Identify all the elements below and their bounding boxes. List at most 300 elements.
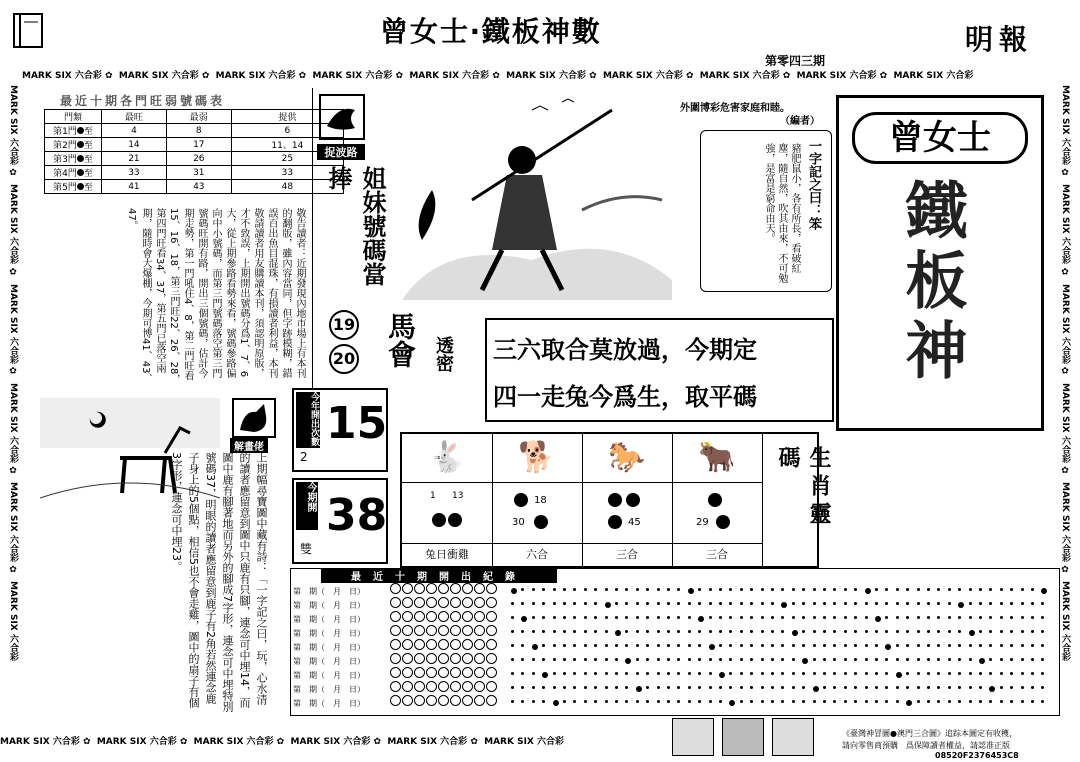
grid-dot <box>781 700 784 703</box>
grid-dot <box>688 686 691 689</box>
number-slot <box>474 583 485 594</box>
grid-dot <box>802 616 805 619</box>
grid-dot <box>1021 602 1024 605</box>
grid-dot <box>542 700 545 703</box>
grid-dot <box>896 644 899 647</box>
grid-dot <box>709 700 712 703</box>
grid-dot <box>989 588 992 591</box>
table-row: 第1門 至 4 8 6 <box>45 124 344 138</box>
number-slot <box>474 653 485 664</box>
number-slot <box>450 667 461 678</box>
grid-dot <box>761 686 764 689</box>
grid-dot <box>657 658 660 661</box>
grid-dot <box>677 686 680 689</box>
grid-dot <box>906 602 909 605</box>
grid-dot <box>906 588 909 591</box>
strip-unit: MARK SIX 六合彩 <box>22 71 102 81</box>
grid-dot <box>521 588 524 591</box>
grid-dot <box>532 686 535 689</box>
number-slot <box>402 639 413 650</box>
number-slot <box>450 695 461 706</box>
side-title-sub: 鐵板神 <box>895 178 968 388</box>
grid-dot <box>979 700 982 703</box>
grid-dot <box>1010 630 1013 633</box>
grid-dot <box>927 700 930 703</box>
grid-dot <box>636 672 639 675</box>
grid-dot <box>563 588 566 591</box>
grid-dot <box>709 616 712 619</box>
grid-dot <box>885 616 888 619</box>
grid-dot <box>761 644 764 647</box>
grid-dot <box>521 616 527 622</box>
grid-dot <box>906 616 909 619</box>
table-row: 第 期（ 月 日） <box>293 639 503 653</box>
grid-dot <box>615 686 618 689</box>
number-slot <box>390 597 401 608</box>
grid-dot <box>781 588 784 591</box>
grid-dot <box>906 630 909 633</box>
grid-dot <box>771 602 774 605</box>
grid-dot <box>584 630 587 633</box>
grid-dot <box>1041 686 1044 689</box>
grid-dot <box>979 602 982 605</box>
grid-dot <box>1010 700 1013 703</box>
draw-prev-label: 今年開出次數 <box>296 392 320 448</box>
grid-dot <box>969 658 972 661</box>
grid-dot <box>677 672 680 675</box>
number-slot <box>390 611 401 622</box>
grid-dot <box>729 686 732 689</box>
grid-dot <box>625 686 628 689</box>
grid-dot <box>896 700 899 703</box>
grid-dot <box>1010 672 1013 675</box>
number-slot <box>462 667 473 678</box>
fish-icon <box>319 94 365 140</box>
grid-dot <box>844 644 847 647</box>
grid-dot <box>979 616 982 619</box>
number-slot <box>462 597 473 608</box>
number-slot <box>390 583 401 594</box>
grid-dot <box>657 672 660 675</box>
number-slot <box>462 639 473 650</box>
slogan-line1: 三六取合莫放過，今期定 <box>493 336 757 364</box>
grid-dot <box>927 616 930 619</box>
number-slot <box>450 639 461 650</box>
grid-dot <box>709 658 712 661</box>
grid-dot <box>750 672 753 675</box>
grid-dot <box>844 602 847 605</box>
ad-thumbnail <box>672 718 714 756</box>
table-row: 第3門 至 21 26 25 <box>45 152 344 166</box>
grid-dot <box>1041 672 1044 675</box>
zodiac-title: 生肖靈碼 <box>775 446 831 530</box>
grid-dot <box>927 630 930 633</box>
ad-thumbnail <box>772 718 814 756</box>
grid-dot <box>667 630 670 633</box>
number-slot <box>438 597 449 608</box>
number-slot <box>474 695 485 706</box>
table-row: 第 期（ 月 日） <box>293 597 503 611</box>
grid-dot <box>573 686 576 689</box>
bottom-strip: MARK SIX 六合彩 ✿ MARK SIX 六合彩 ✿ MARK SIX 六合彩 ✿ MARK SIX 六合彩 ✿ MARK SIX 六合彩 ✿ MARK SIX 六合彩 <box>0 737 565 747</box>
grid-dot <box>688 630 691 633</box>
top-strip: MARK SIX 六合彩 ✿ MARK SIX 六合彩 ✿ MARK SIX 六合彩 ✿ MARK SIX 六合彩 ✿ MARK SIX 六合彩 ✿ MARK SIX 六合彩 ✿ MARK SIX 六合彩 ✿ MARK SIX 六合彩 ✿ MARK SIX 六合彩 ✿ MARK SIX 六合彩 <box>22 68 1072 82</box>
grid-dot <box>771 616 774 619</box>
grid-dot <box>813 588 816 591</box>
grid-dot <box>573 700 576 703</box>
number-slot <box>438 625 449 636</box>
draw-prev-count: 2 <box>300 450 308 464</box>
grid-dot <box>677 602 680 605</box>
grid-dot <box>792 616 795 619</box>
grid-dot <box>719 686 722 689</box>
number-slot <box>438 681 449 692</box>
number-slot <box>390 639 401 650</box>
grid-dot <box>615 658 618 661</box>
grid-dot <box>625 630 628 633</box>
grid-dot <box>854 686 857 689</box>
grid-dot <box>813 658 816 661</box>
grid-dot <box>750 658 753 661</box>
number-slot <box>486 695 497 706</box>
records-title: 最近十期開出紀錄 <box>321 568 557 583</box>
grid-dot <box>636 686 642 692</box>
grid-dot <box>521 602 524 605</box>
warrior-illustration <box>382 90 672 300</box>
grid-dot <box>1031 630 1034 633</box>
grid-dot <box>1041 616 1044 619</box>
grid-dot <box>511 602 514 605</box>
horse-icon: 🐎 <box>582 434 672 483</box>
issue-number: 第零四三期 <box>765 54 826 68</box>
number-slot <box>426 625 437 636</box>
ox-icon: 🐂 <box>672 434 762 483</box>
grid-dot <box>865 602 868 605</box>
grid-dot <box>698 602 701 605</box>
grid-dot <box>854 616 857 619</box>
grid-dot <box>646 658 649 661</box>
grid-dot <box>532 616 535 619</box>
grid-dot <box>657 686 660 689</box>
grid-dot <box>542 616 545 619</box>
grid-dot <box>677 588 680 591</box>
number-slot <box>426 695 437 706</box>
grid-dot <box>584 602 587 605</box>
table-row: 第 期（ 月 日） <box>293 611 503 625</box>
notice-text: 敬告讀者：近期發現內地市場上有本刊的翻版，雖內容當同，但字跡模糊，錯誤百出魚目混珠，有損讀者利益，本刊敬請讀者用友購讀本刊，須認明原版，才不致誤，上期開出號碼分爲1、7、6大，從上期參路看勢來看，號碼參路偏向中小號碼，而第三門號碼落空第三門號碼旺開有路，開出三個號碼，估計今期走勢，第一門吼住4、8，第二門旺看15、16、18，第三門旺22、26、28，第四門旺看34、37，第五門已落空兩期，隨時會大爆棚，今期可博41、43、47。 <box>126 208 305 385</box>
grid-dot <box>511 616 514 619</box>
grid-dot <box>511 672 514 675</box>
grid-dot <box>532 588 535 591</box>
grid-dot <box>698 672 701 675</box>
grid-dot <box>761 672 764 675</box>
grid-dot <box>844 672 847 675</box>
number-slot <box>390 625 401 636</box>
grid-dot <box>885 686 888 689</box>
grid-dot <box>1041 602 1044 605</box>
number-slot <box>414 625 425 636</box>
number-slot <box>414 583 425 594</box>
grid-dot <box>865 588 871 594</box>
grid-dot <box>750 700 753 703</box>
grid-dot <box>781 686 784 689</box>
grid-dot <box>875 616 881 622</box>
grid-dot <box>657 588 660 591</box>
grid-dot <box>958 602 964 608</box>
right-strip: MARK SIX 六合彩 ✿ MARK SIX 六合彩 ✿ MARK SIX 六合彩 ✿ MARK SIX 六合彩 ✿ MARK SIX 六合彩 ✿ MARK SIX 六合彩 <box>1060 85 1070 662</box>
grid-dot <box>511 644 514 647</box>
grid-dot <box>979 672 982 675</box>
grid-dot <box>1021 616 1024 619</box>
grid-dot <box>917 700 920 703</box>
grid-dot <box>573 672 576 675</box>
grid-dot <box>948 616 951 619</box>
grid-dot <box>1010 686 1013 689</box>
grid-dot <box>584 658 587 661</box>
grid-dot <box>615 602 618 605</box>
grid-dot <box>594 602 597 605</box>
grid-dot <box>542 672 548 678</box>
grid-dot <box>844 616 847 619</box>
number-slot <box>474 625 485 636</box>
grid-dot <box>958 588 961 591</box>
grid-dot <box>615 700 618 703</box>
number-slot <box>390 695 401 706</box>
scroll-panel <box>700 130 832 292</box>
grid-dot <box>719 588 722 591</box>
grid-dot <box>542 602 545 605</box>
grid-dot <box>906 658 909 661</box>
grid-dot <box>709 588 712 591</box>
number-slot <box>414 681 425 692</box>
grid-dot <box>917 672 920 675</box>
grid-dot <box>667 700 670 703</box>
catch-road-panel <box>312 88 386 388</box>
number-slot <box>438 667 449 678</box>
grid-dot <box>937 644 940 647</box>
grid-dot <box>802 658 808 664</box>
grid-dot <box>573 630 576 633</box>
grid-dot <box>969 588 972 591</box>
grid-dot <box>1021 588 1024 591</box>
records-rows <box>293 583 503 709</box>
number-slot <box>450 653 461 664</box>
grid-dot <box>636 700 639 703</box>
number-slot <box>450 625 461 636</box>
grid-dot <box>573 658 576 661</box>
grid-dot <box>553 602 556 605</box>
grid-dot <box>885 700 888 703</box>
grid-dot <box>605 616 608 619</box>
grid-dot <box>636 602 639 605</box>
grid-dot <box>896 602 899 605</box>
grid-dot <box>594 686 597 689</box>
grid-dot <box>584 616 587 619</box>
grid-dot <box>1021 672 1024 675</box>
table-row: 第 期（ 月 日） <box>293 695 503 709</box>
grid-dot <box>781 602 787 608</box>
grid-dot <box>709 630 712 633</box>
grid-dot <box>740 616 743 619</box>
grid-dot <box>1000 588 1003 591</box>
grid-dot <box>719 602 722 605</box>
grid-dot <box>906 700 912 706</box>
grid-dot <box>958 686 961 689</box>
number-slot <box>450 597 461 608</box>
number-slot <box>486 625 497 636</box>
grid-dot <box>1021 630 1024 633</box>
grid-dot <box>667 588 670 591</box>
grid-dot <box>605 658 608 661</box>
grid-dot <box>563 658 566 661</box>
grid-dot <box>553 644 556 647</box>
scroll-heading: 一字記之曰：笨 <box>806 139 821 230</box>
grid-dot <box>1021 700 1024 703</box>
grid-dot <box>563 602 566 605</box>
number-slot <box>426 653 437 664</box>
grid-dot <box>729 616 732 619</box>
grid-dot <box>761 630 764 633</box>
number-slot <box>402 583 413 594</box>
grid-dot <box>573 588 576 591</box>
records-panel <box>290 568 1060 716</box>
grid-dot <box>605 672 608 675</box>
grid-dot <box>1000 686 1003 689</box>
grid-dot <box>917 686 920 689</box>
number-slot <box>414 639 425 650</box>
grid-dot <box>698 700 701 703</box>
grid-dot <box>584 644 587 647</box>
barcode-number: 08520F2376453C8 <box>935 751 1019 760</box>
grid-dot <box>750 630 753 633</box>
grid-dot <box>875 588 878 591</box>
grid-dot <box>781 672 784 675</box>
grid-dot <box>667 602 670 605</box>
grid-dot <box>948 686 951 689</box>
grid-dot <box>833 616 836 619</box>
grid-dot <box>521 700 524 703</box>
grid-dot <box>532 630 535 633</box>
number-slot <box>462 695 473 706</box>
grid-dot <box>937 700 940 703</box>
grid-dot <box>740 602 743 605</box>
grid-dot <box>740 672 743 675</box>
grid-dot <box>1000 616 1003 619</box>
grid-dot <box>896 630 899 633</box>
grid-dot <box>688 672 691 675</box>
number-slot <box>414 653 425 664</box>
grid-dot <box>885 602 888 605</box>
grid-dot <box>948 602 951 605</box>
number-slot <box>450 583 461 594</box>
grid-dot <box>698 630 701 633</box>
hot-cold-table <box>44 109 344 194</box>
grid-dot <box>605 588 608 591</box>
zodiac-cell: 🐇 1 13 兔日衝雞 <box>402 434 493 566</box>
grid-dot <box>917 602 920 605</box>
grid-dot <box>792 686 795 689</box>
number-slot <box>486 681 497 692</box>
grid-dot <box>698 644 701 647</box>
table-row: 第5門 至 41 43 48 <box>45 180 344 194</box>
number-slot <box>438 695 449 706</box>
grid-dot <box>792 658 795 661</box>
grid-dot <box>865 686 868 689</box>
grid-dot <box>729 630 732 633</box>
grid-dot <box>989 630 992 633</box>
grid-dot <box>854 630 857 633</box>
grid-dot <box>719 658 722 661</box>
grid-dot <box>1031 672 1034 675</box>
grid-dot <box>813 630 816 633</box>
number-slot <box>426 667 437 678</box>
grid-dot <box>979 686 982 689</box>
number-slot <box>402 653 413 664</box>
footer-line2: 請向零售商預購 爲保障讀者權益，請認准正版 <box>842 741 1010 750</box>
slogan-panel <box>485 318 834 422</box>
grid-dot <box>885 658 888 661</box>
grid-dot <box>781 630 784 633</box>
grid-dot <box>927 686 930 689</box>
grid-dot <box>625 700 628 703</box>
grid-dot <box>719 672 725 678</box>
number-slot <box>486 611 497 622</box>
grid-dot <box>625 644 628 647</box>
number-slot <box>474 597 485 608</box>
grid-dot <box>781 658 784 661</box>
grid-dot <box>958 672 961 675</box>
grid-dot <box>802 700 805 703</box>
grid-dot <box>927 588 930 591</box>
grid-dot <box>969 616 972 619</box>
number-slot <box>402 695 413 706</box>
grid-dot <box>823 686 826 689</box>
grid-dot <box>927 672 930 675</box>
grid-dot <box>875 630 878 633</box>
grid-dot <box>657 602 660 605</box>
grid-dot <box>750 616 753 619</box>
grid-dot <box>865 658 868 661</box>
grid-dot <box>875 700 878 703</box>
grid-dot <box>688 602 691 605</box>
grid-dot <box>511 686 514 689</box>
grid-dot <box>833 644 836 647</box>
book-icon <box>12 10 46 50</box>
grid-dot <box>896 658 899 661</box>
grid-dot <box>625 672 628 675</box>
draw-prev-number: 15 <box>326 398 388 449</box>
grid-dot <box>605 700 608 703</box>
grid-dot <box>563 616 566 619</box>
horse-left: 馬會 <box>384 312 417 368</box>
grid-dot <box>646 672 649 675</box>
grid-dot <box>969 686 972 689</box>
number-slot <box>486 653 497 664</box>
number-slot <box>474 681 485 692</box>
number-slot <box>402 597 413 608</box>
grid-dot <box>875 658 878 661</box>
grid-dot <box>563 672 566 675</box>
grid-dot <box>657 700 660 703</box>
grid-dot <box>584 588 587 591</box>
grid-dot <box>740 644 743 647</box>
grid-dot <box>636 658 639 661</box>
grid-dot <box>1000 630 1003 633</box>
table-row: 第4門 至 33 31 33 <box>45 166 344 180</box>
grid-dot <box>854 602 857 605</box>
number-slot <box>486 597 497 608</box>
number-slot <box>402 611 413 622</box>
